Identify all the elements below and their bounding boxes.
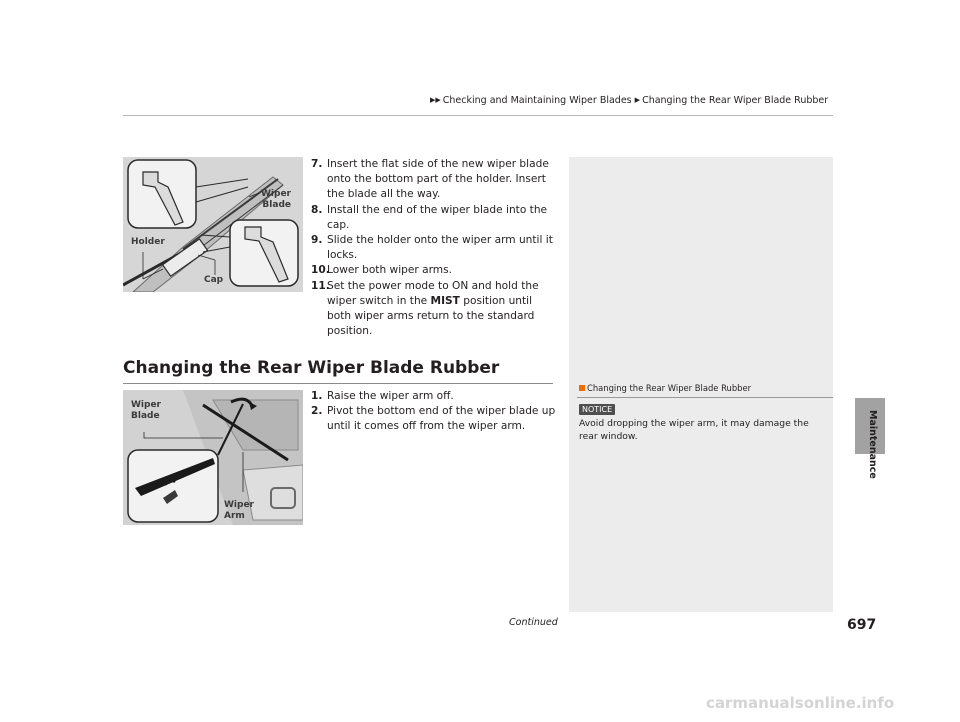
- list-item: 1. Raise the wiper arm off.: [311, 390, 454, 402]
- watermark: carmanualsonline.info: [706, 694, 895, 712]
- list-item: 10. Lower both wiper arms.: [311, 264, 452, 277]
- rear-wiper-illustration: [123, 390, 303, 525]
- list-item: 7. Insert the flat side of the new wiper blade onto the bottom part of the holder. Insert the blade all the way.: [311, 158, 549, 201]
- page-number: 697: [847, 617, 877, 633]
- note-marker-icon: [579, 385, 585, 391]
- breadcrumb-section[interactable]: Checking and Maintaining Wiper Blades: [442, 95, 632, 106]
- wiper-arm-label: Wiper Arm: [224, 500, 254, 521]
- triangle-right-icon: ▶▶: [430, 96, 441, 104]
- header-divider: [123, 115, 833, 116]
- notice-badge: NOTICE: [579, 404, 615, 415]
- breadcrumb-subsection[interactable]: Changing the Rear Wiper Blade Rubber: [642, 95, 829, 106]
- notice-text: Avoid dropping the wiper arm, it may damage the rear window.: [579, 418, 809, 442]
- wiper-blade-label: Wiper Blade: [131, 400, 161, 421]
- continued-label: Continued: [509, 617, 558, 628]
- cap-label: Cap: [204, 275, 224, 285]
- side-tab-label[interactable]: Maintenance: [867, 410, 878, 479]
- list-item: 11. Set the power mode to ON and hold the wiper switch in the MIST position until both wiper arms return to the standard position.: [311, 279, 539, 338]
- install-steps-list: [311, 157, 556, 339]
- list-item: 9. Slide the holder onto the wiper arm until it locks.: [311, 234, 553, 262]
- triangle-right-icon: ▶: [634, 96, 641, 104]
- section-title: Changing the Rear Wiper Blade Rubber: [123, 358, 500, 378]
- wiper-blade-label: Wiper Blade: [261, 189, 291, 210]
- list-item: 2. Pivot the bottom end of the wiper blade up until it comes off from the wiper arm.: [311, 405, 556, 433]
- list-item: 8. Install the end of the wiper blade into the cap.: [311, 203, 548, 231]
- rear-steps-list: [311, 389, 556, 435]
- wiper-blade-install-illustration: [123, 157, 303, 292]
- holder-label: Holder: [131, 237, 165, 247]
- wiper-blade-install-drawing: [123, 157, 303, 292]
- mist-position-label: MIST: [430, 294, 460, 307]
- breadcrumb: [430, 95, 828, 106]
- note-title[interactable]: Changing the Rear Wiper Blade Rubber: [579, 383, 751, 393]
- section-divider: [123, 383, 553, 384]
- note-divider: [577, 397, 833, 398]
